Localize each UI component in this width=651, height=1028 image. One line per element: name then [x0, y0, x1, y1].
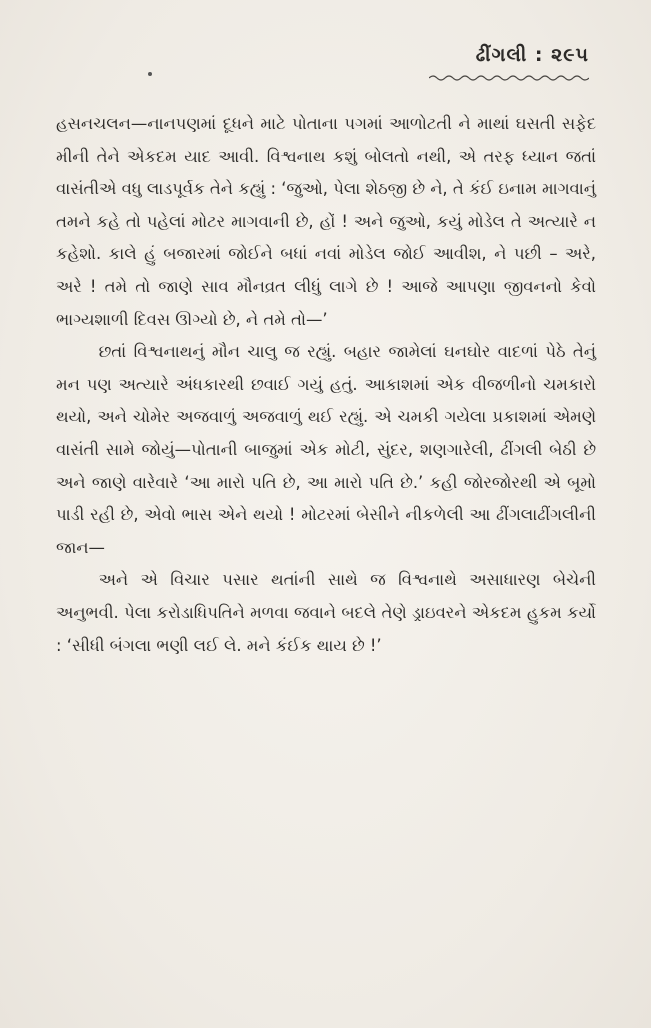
page-body: [56, 108, 596, 662]
paragraph-1: હસનચલન—નાનપણમાં દૂધને માટે પોતાના પગમાં આળોટતી ને માથાં ઘસતી સફેદ મીની તેને એકદમ યાદ આવી. વિશ્વનાથ કશું બોલતો નથી, એ તરફ ધ્યાન જતાં વાસંતીએ વધુ લાડપૂર્વક તેને કહ્યું : ‘જુઓ, પેલા શેઠજી છે ને, તે કંઈ ઇનામ માગવાનું તમને કહે તો પહેલાં મોટર માગવાની છે, હોં ! અને જુઓ, કયું મોડેલ તે અત્યારે ન કહેશો. કાલે હું બજારમાં જોઈને બધાં નવાં મોડેલ જોઈ આવીશ, ને પછી – અરે, અરે ! તમે તો જાણે સાવ મૌનવ્રત લીધું લાગે છે ! આજે આપણા જીવનનો કેવો ભાગ્યશાળી દિવસ ઊગ્યો છે, ને તમે તો—’: [56, 114, 596, 329]
header-wave-rule: [429, 74, 589, 82]
paragraph-3: અને એ વિચાર પસાર થતાંની સાથે જ વિશ્વનાથે અસાધારણ બેચેની અનુભવી. પેલા કરોડાધિપતિને મળવા જવાને બદલે તેણે ડ્રાઇવરને એકદમ હુકમ કર્યો : ‘સીધી બંગલા ભણી લઈ લે. મને કંઈક થાય છે !’: [56, 570, 596, 655]
running-header: ઢીંગલી : ૨૯૫: [475, 44, 589, 66]
print-speck: [148, 72, 152, 76]
paragraph-2: છતાં વિશ્વનાથનું મૌન ચાલુ જ રહ્યું. બહાર જામેલાં ઘનઘોર વાદળાં પેઠે તેનું મન પણ અત્યારે અંધકારથી છવાઈ ગયું હતું. આકાશમાં એક વીજળીનો ચમકારો થયો, અને ચોમેર અજવાળું અજવાળું થઈ રહ્યું. એ ચમકી ગયેલા પ્રકાશમાં એમણે વાસંતી સામે જોયું—પોતાની બાજુમાં એક મોટી, સુંદર, શણગારેલી, ઢીંગલી બેઠી છે અને જાણે વારેવારે ‘આ મારો પતિ છે, આ મારો પતિ છે.’ કહી જોરજોરથી એ બૂમો પાડી રહી છે, એવો ભાસ એને થયો ! મોટરમાં બેસીને નીકળેલી આ ઢીંગલાઢીંગલીની જાન—: [56, 342, 596, 557]
